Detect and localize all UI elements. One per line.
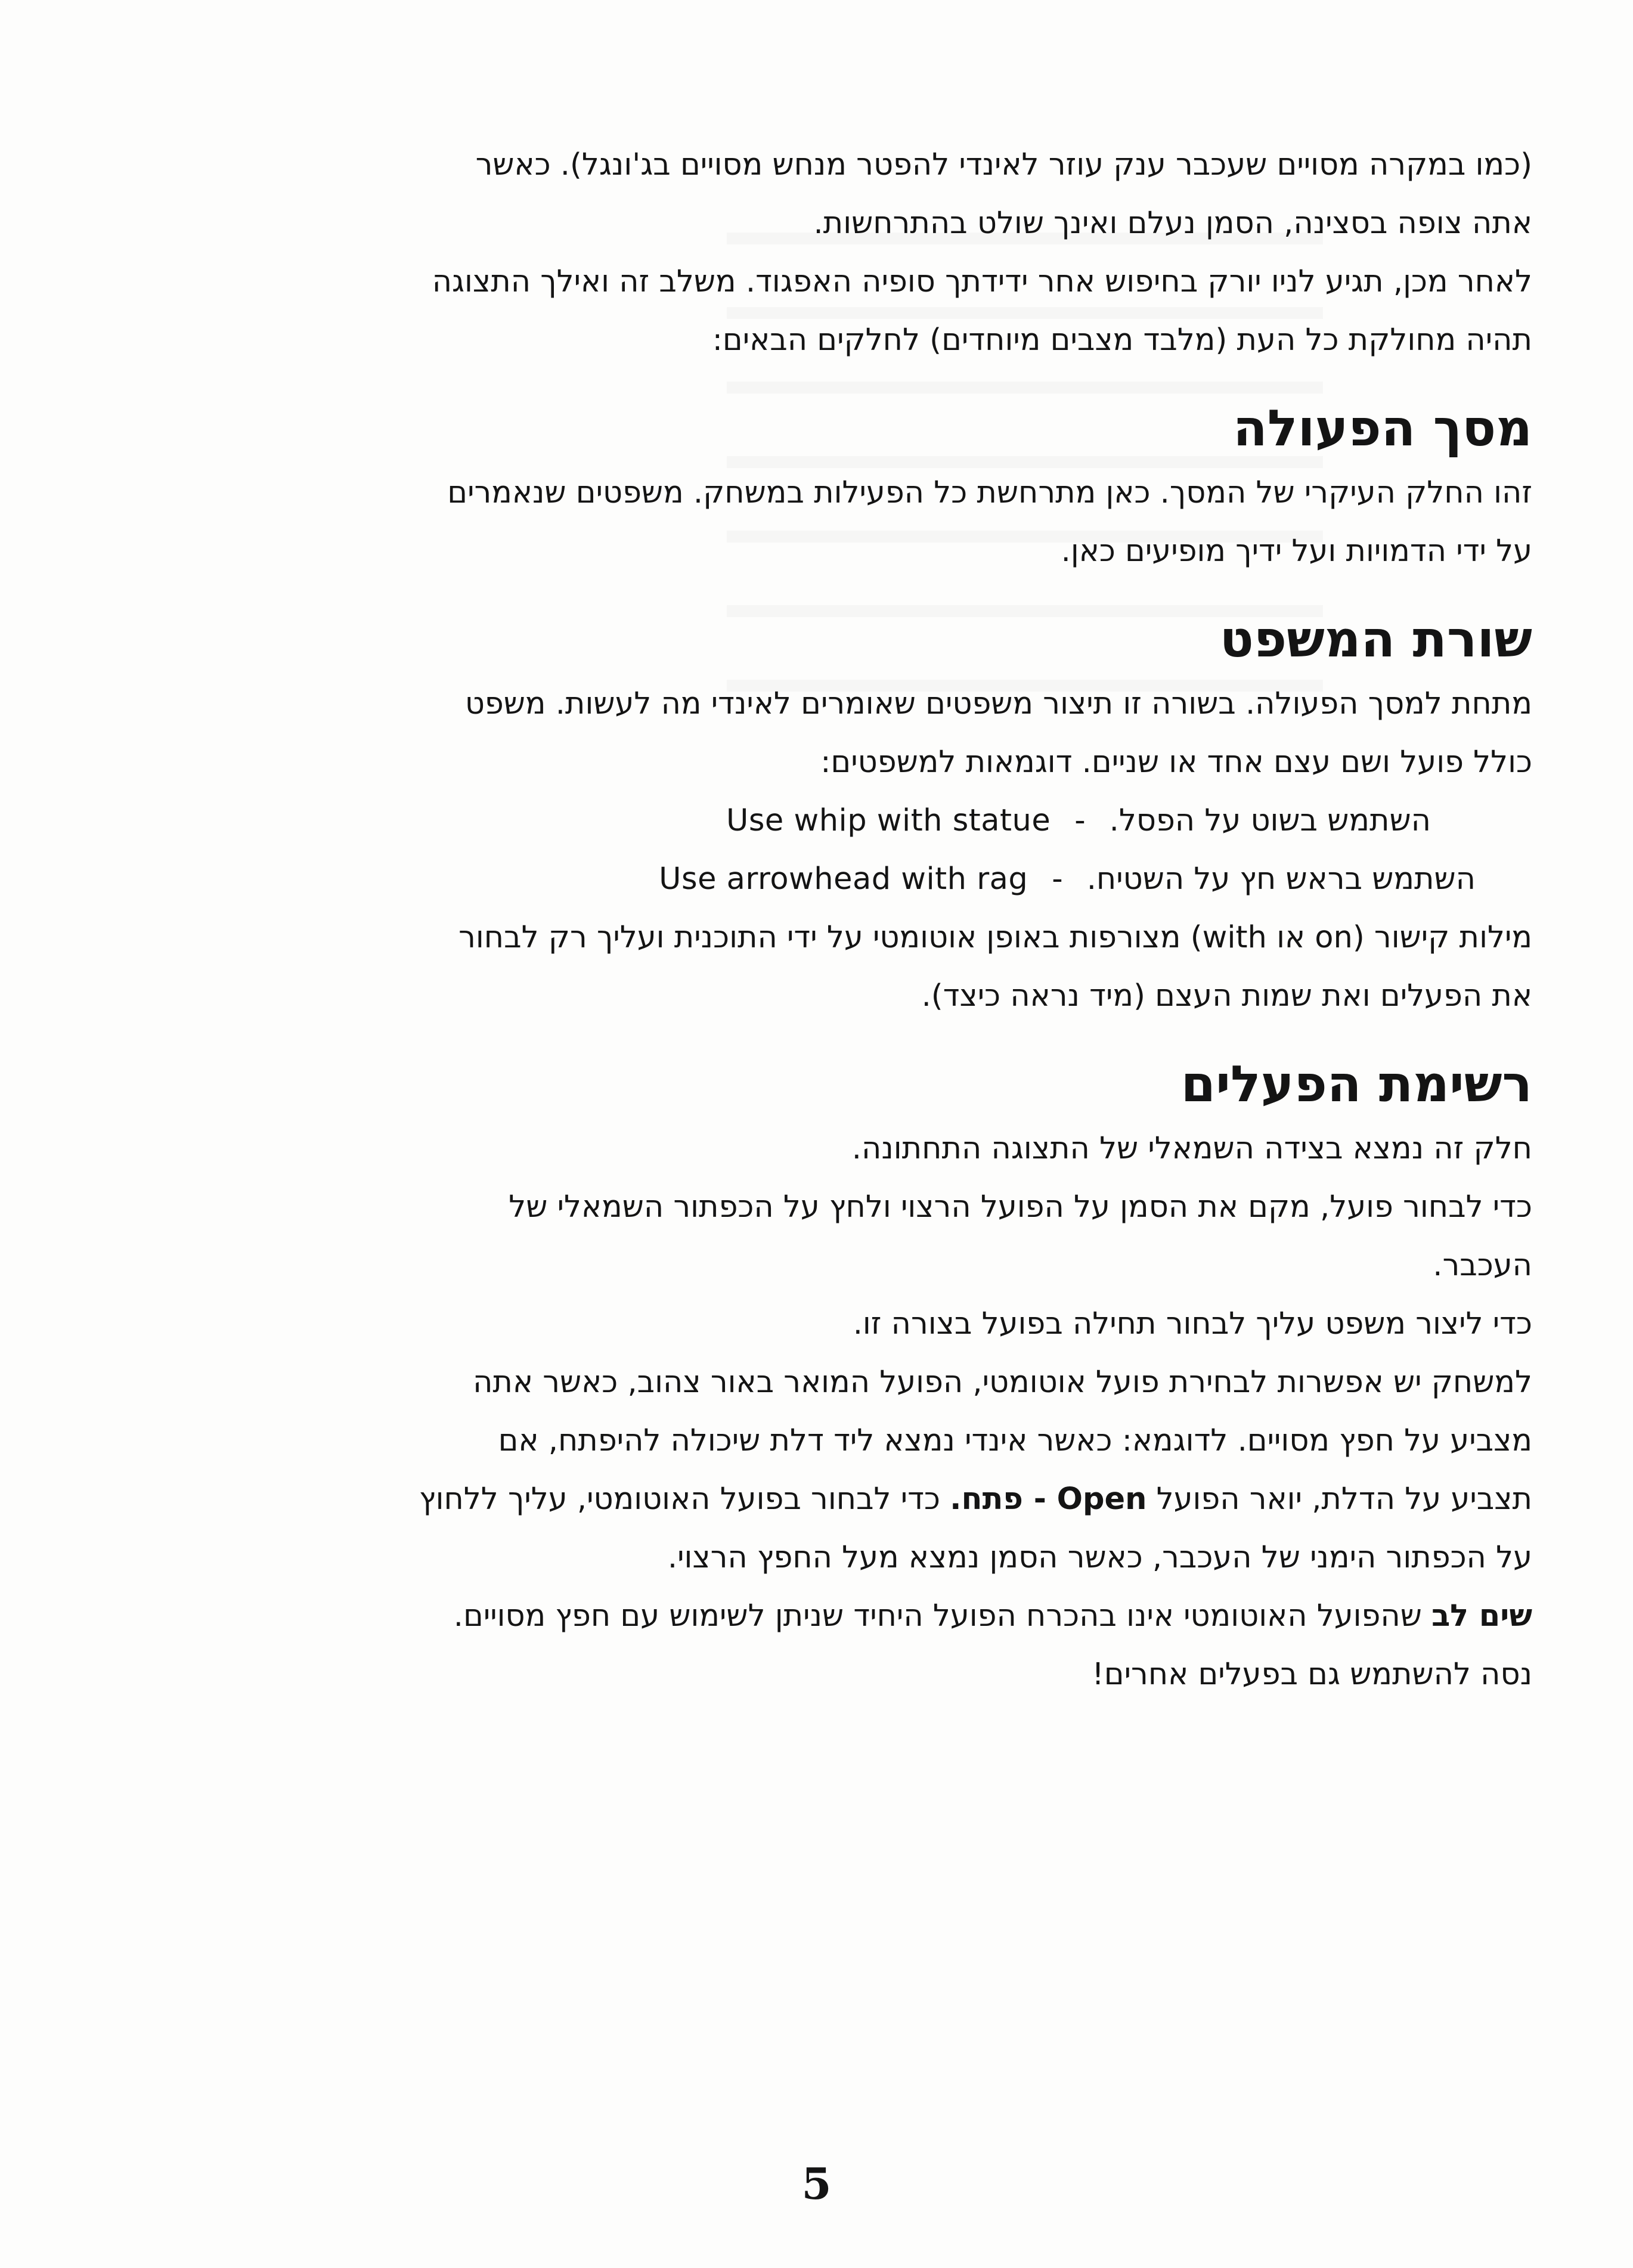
- action-screen-line-2: על ידי הדמויות ועל ידיך מופיעים כאן.: [1061, 534, 1532, 569]
- example-1-english: Use whip with statue: [726, 803, 1051, 838]
- sentence-line-line-1: מתחת למסך הפעולה. בשורה זו תיצור משפטים שאומרים לאינדי מה לעשות. משפט: [464, 686, 1532, 721]
- example-2-hebrew: השתמש בראש חץ על השטיח.: [1086, 862, 1476, 897]
- verb-list-line-7-a: תצביע על הדלת, יואר הפועל: [1146, 1482, 1532, 1517]
- note-line-1: [83, 1587, 1532, 1646]
- action-screen-line-1: זהו החלק העיקרי של המסך. כאן מתרחשת כל הפעילות במשחק. משפטים שנאמרים: [447, 475, 1532, 510]
- verb-list-line-5: למשחק יש אפשרות לבחירת פועל אוטומטי, הפועל המואר באור צהוב, כאשר אתה: [473, 1365, 1532, 1400]
- section-heading-verb-list: רשימת הפעלים: [1180, 1055, 1532, 1113]
- open-verb-dash: -: [1022, 1482, 1057, 1517]
- note-text: שהפועל האוטומטי אינו בהכרח הפועל היחיד שניתן לשימוש עם חפץ מסויים.: [453, 1598, 1432, 1634]
- intro-line-3: לאחר מכן, תגיע לניו יורק בחיפוש אחר ידידתך סופיה האפגוד. משלב זה ואילך התצוגה: [432, 264, 1532, 299]
- example-1-dash: -: [1074, 803, 1086, 838]
- section-heading-action-screen: מסך הפעולה: [1233, 399, 1532, 457]
- sentence-line-line-2: כולל פועל ושם עצם אחד או שניים. דוגמאות למשפטים:: [820, 745, 1532, 780]
- verb-list-line-7-b: כדי לבחור בפועל האוטומטי, עליך ללחוץ: [419, 1482, 950, 1517]
- note-label: שים לב: [1431, 1598, 1532, 1634]
- example-2-dash: -: [1052, 862, 1063, 897]
- example-sentence-1: [83, 792, 1532, 850]
- verb-list-line-3: העכבר.: [1433, 1248, 1532, 1283]
- intro-line-1: (כמו במקרה מסויים שעכבר ענק עוזר לאינדי להפטר מנחש מסויים בג'ונגל). כאשר: [475, 147, 1532, 182]
- intro-line-2: אתה צופה בסצינה, הסמן נעלם ואינך שולט בהתרחשות.: [813, 206, 1532, 241]
- verb-list-line-6: מצביע על חפץ מסויים. לדוגמא: כאשר אינדי נמצא ליד דלת שיכולה להיפתח, אם: [498, 1423, 1532, 1458]
- example-1-hebrew: השתמש בשוט על הפסל.: [1109, 803, 1431, 838]
- intro-line-4: תהיה מחולקת כל העת (מלבד מצבים מיוחדים) לחלקים הבאים:: [712, 323, 1532, 358]
- page-body: [83, 136, 1532, 1704]
- verb-list-line-2: כדי לבחור פועל, מקם את הסמן על הפועל הרצוי ולחץ על הכפתור השמאלי של: [509, 1189, 1532, 1225]
- verb-list-line-1: חלק זה נמצא בצידה השמאלי של התצוגה התחתונה.: [851, 1131, 1532, 1166]
- section-heading-sentence-line: שורת המשפט: [1219, 610, 1532, 668]
- verb-list-line-8: על הכפתור הימני של העכבר, כאשר הסמן נמצא מעל החפץ הרצוי.: [667, 1540, 1532, 1575]
- verb-list-line-7: [83, 1470, 1532, 1529]
- example-sentence-2: [83, 850, 1532, 909]
- example-2-english: Use arrowhead with rag: [659, 862, 1028, 897]
- verb-list-line-4: כדי ליצור משפט עליך לבחור תחילה בפועל בצורה זו.: [853, 1306, 1532, 1341]
- sentence-line-line-3: מילות קישור (on או with) מצורפות באופן אוטומטי על ידי התוכנית ועליך רק לבחור: [458, 920, 1532, 955]
- page-number: 5: [801, 2158, 832, 2209]
- note-line-2: נסה להשתמש גם בפעלים אחרים!: [1092, 1657, 1532, 1692]
- open-verb: Open: [1056, 1482, 1147, 1517]
- sentence-line-line-4: את הפעלים ואת שמות העצם (מיד נראה כיצד).: [921, 978, 1532, 1014]
- open-verb-hebrew: פתח.: [950, 1482, 1023, 1517]
